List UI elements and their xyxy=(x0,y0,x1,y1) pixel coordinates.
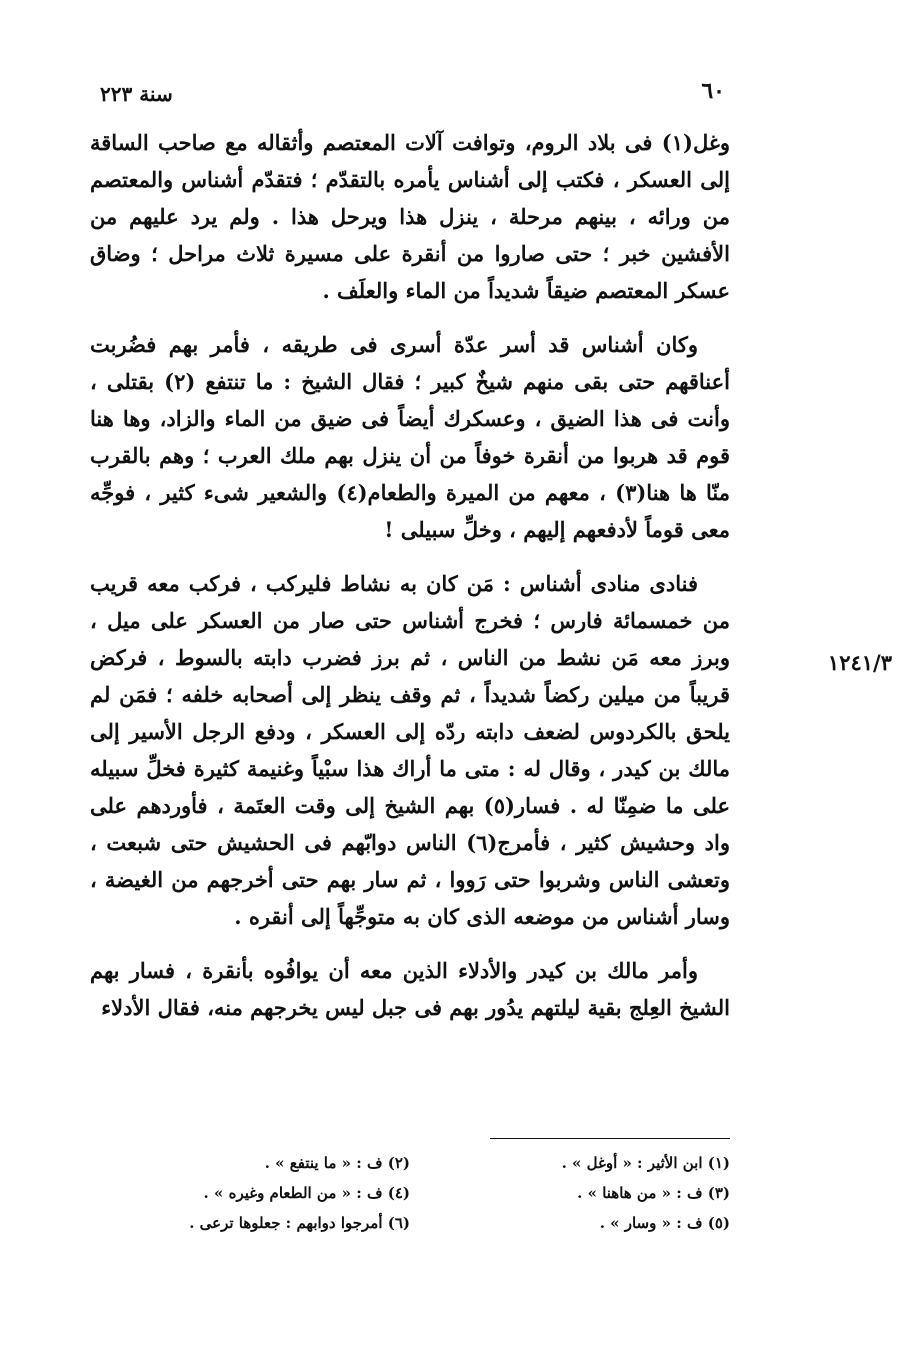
footnotes xyxy=(110,1148,730,1238)
footnote: (٢) ف : « ما ينتفع » . xyxy=(264,1154,410,1172)
footnote: (٥) ف : « وسار » . xyxy=(599,1214,730,1232)
paragraph: وأمر مالك بن كيدر والأدلاء الذين معه أن يوافُوه بأنقرة ، فسار بهم الشيخ العِلج بقية ليلتهم يدُور بهم فى جبل ليس يخرجهم منه، فقال الأدلاء xyxy=(90,958,730,1020)
main-text xyxy=(90,124,730,1043)
footnote: (٤) ف : « من الطعام وغيره » . xyxy=(203,1184,410,1202)
paragraph: وكان أشناس قد أسر عدّة أسرى فى طريقه ، فأمر بهم فضُربت أعناقهم حتى بقى منهم شيخٌ كبير ؛ فقال الشيخ : ما تنتفع (٢) بقتلى ، وأنت فى هذا الضيق ، وعسكرك أيضاً فى ضيق من الماء والزاد، وها هنا قوم قد هربوا من أنقرة خوفاً من أن ينزل بهم ملك العرب ؛ وهم بالقرب منّا ها هنا(٣) ، معهم من الميرة والطعام(٤) والشعير شىء كثير ، فوجِّه معى قوماً لأدفعهم إليهم ، وخلِّ سبيلى ! xyxy=(90,332,731,542)
footnote: (١) ابن الأثير : « أوغل » . xyxy=(561,1154,730,1172)
page-header xyxy=(100,78,725,114)
running-head-year: سنة ٢٢٣ xyxy=(100,82,173,106)
page-number: ٦٠ xyxy=(701,78,725,104)
footnote-divider xyxy=(490,1138,730,1139)
paragraph: وغل(١) فى بلاد الروم، وتوافت آلات المعتصم وأثقاله مع صاحب الساقة إلى العسكر ، فكتب إلى أشناس يأمره بالتقدّم ؛ فتقدّم أشناس والمعتصم من ورائه ، بينهم مرحلة ، ينزل هذا ويرحل هذا . ولم يرد عليهم من الأفشين خبر ؛ حتى صاروا من أنقرة على مسيرة ثلاث مراحل ؛ وضاق عسكر المعتصم ضيقاً شديداً من الماء والعلَف . xyxy=(90,130,730,303)
footnote: (٣) ف : « من هاهنا » . xyxy=(577,1184,730,1202)
footnote: (٦) أمرجوا دوابهم : جعلوها ترعى . xyxy=(189,1214,410,1232)
margin-reference: ١٢٤١/٣ xyxy=(827,650,892,675)
paragraph: فنادى منادى أشناس : مَن كان به نشاط فليركب ، فركب معه قريب من خمسمائة فارس ؛ فخرج أشناس حتى صار من العسكر على ميل ، وبرز معه مَن نشط من الناس ، ثم برز فضرب دابته بالسوط ، فركض قريباً من ميلين ركضاً شديداً ، ثم وقف ينظر إلى أصحابه خلفه ؛ فمَن لم يلحق بالكردوس لضعف دابته ردّه إلى العسكر ، ودفع الرجل الأسير إلى مالك بن كيدر ، وقال له : متى ما أراك هذا سبْياً وغنيمة كثيرة فخلِّ سبيله على ما ضمِنّا له . فسار(٥) بهم الشيخ إلى وقت العتَمة ، فأوردهم على واد وحشيش كثير ، فأمرج(٦) الناس دوابّهم فى الحشيش حتى شبعت ، وتعشى الناس وشربوا حتى رَووا ، ثم سار بهم حتى أخرجهم من الغيضة ، وسار أشناس من موضعه الذى كان به متوجِّهاً إلى أنقره . xyxy=(90,571,730,929)
